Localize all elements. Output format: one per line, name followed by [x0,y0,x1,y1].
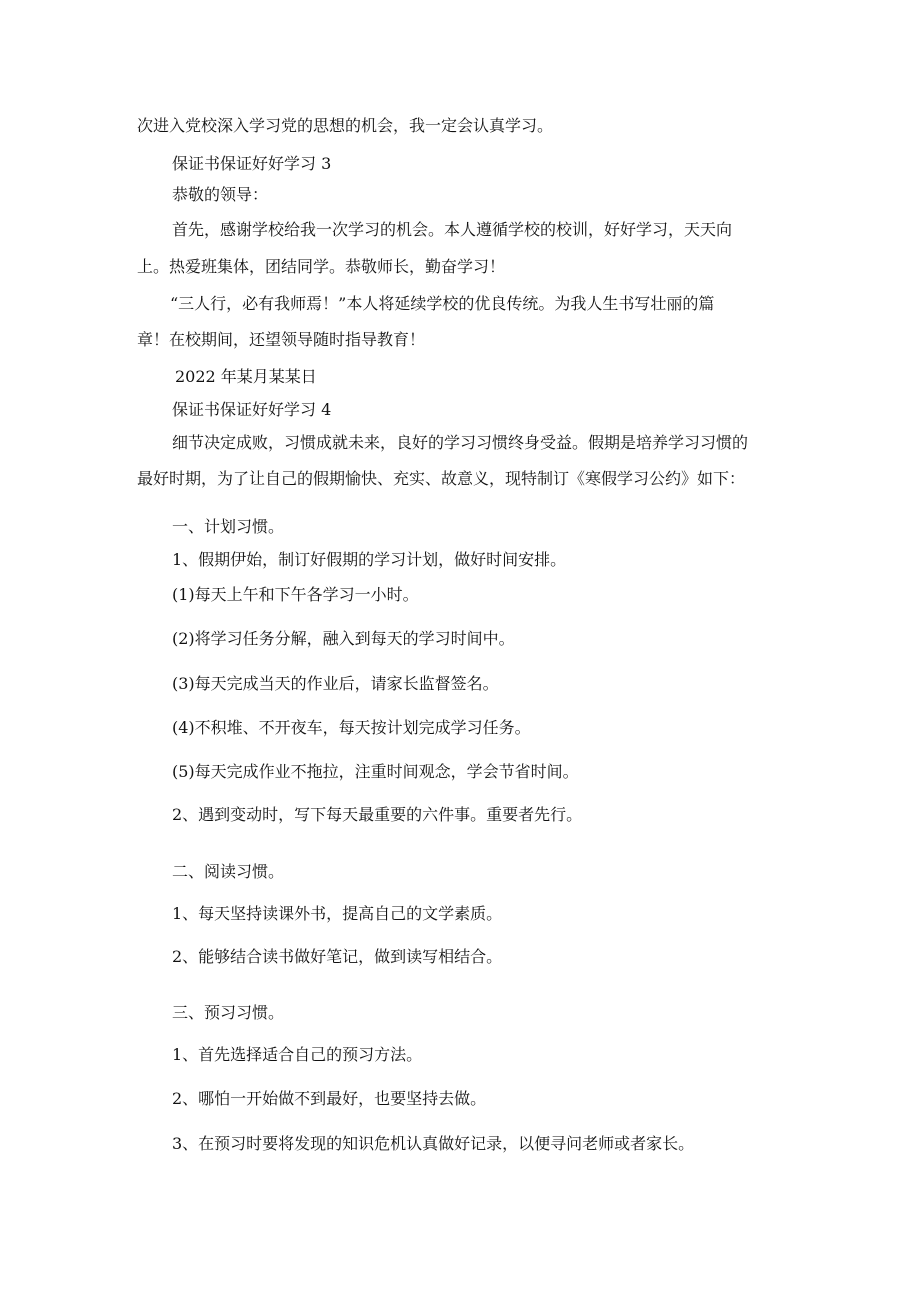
paragraph-line: 细节决定成败，习惯成就未来，良好的学习习惯终身受益。假期是培养学习习惯的 [172,433,749,452]
salutation: 恭敬的领导： [172,185,269,204]
list-item: 2、能够结合读书做好笔记，做到读写相结合。 [172,947,503,966]
list-item: 2、遇到变动时，写下每天最重要的六件事。重要者先行。 [172,805,583,824]
paragraph-line: 首先，感谢学校给我一次学习的机会。本人遵循学校的校训，好好学习，天天向 [172,220,733,239]
list-item: 2、哪怕一开始做不到最好，也要坚持去做。 [172,1089,487,1108]
paragraph-line: 次进入党校深入学习党的思想的机会，我一定会认真学习。 [137,116,554,135]
list-item: (3)每天完成当天的作业后，请家长监督签名。 [172,674,499,693]
list-item: (4)不积堆、不开夜车，每天按计划完成学习任务。 [172,718,531,737]
date-line: 2022 年某月某某日 [175,367,317,386]
paragraph-line: 最好时期，为了让自己的假期愉快、充实、故意义，现特制订《寒假学习公约》如下： [137,469,746,488]
list-item: (2)将学习任务分解，融入到每天的学习时间中。 [172,629,515,648]
list-item: 1、每天坚持读课外书，提高自己的文学素质。 [172,904,503,923]
list-heading: 一、计划习惯。 [172,517,285,536]
list-item: (1)每天上午和下午各学习一小时。 [172,585,419,604]
list-item: 1、首先选择适合自己的预习方法。 [172,1045,423,1064]
section-heading: 保证书保证好好学习 3 [172,154,332,173]
section-heading: 保证书保证好好学习 4 [172,400,332,419]
paragraph-line: 章！在校期间，还望领导随时指导教育！ [137,330,426,349]
paragraph-line: “三人行，必有我师焉！”本人将延续学校的优良传统。为我人生书写壮丽的篇 [170,294,715,313]
list-heading: 三、预习习惯。 [172,1003,285,1022]
list-item: 3、在预习时要将发现的知识危机认真做好记录，以便寻问老师或者家长。 [172,1134,695,1153]
list-item: 1、假期伊始，制订好假期的学习计划，做好时间安排。 [172,550,567,569]
list-item: (5)每天完成作业不拖拉，注重时间观念，学会节省时间。 [172,762,579,781]
paragraph-line: 上。热爱班集体，团结同学。恭敬师长，勤奋学习！ [137,257,506,276]
list-heading: 二、阅读习惯。 [172,862,285,881]
